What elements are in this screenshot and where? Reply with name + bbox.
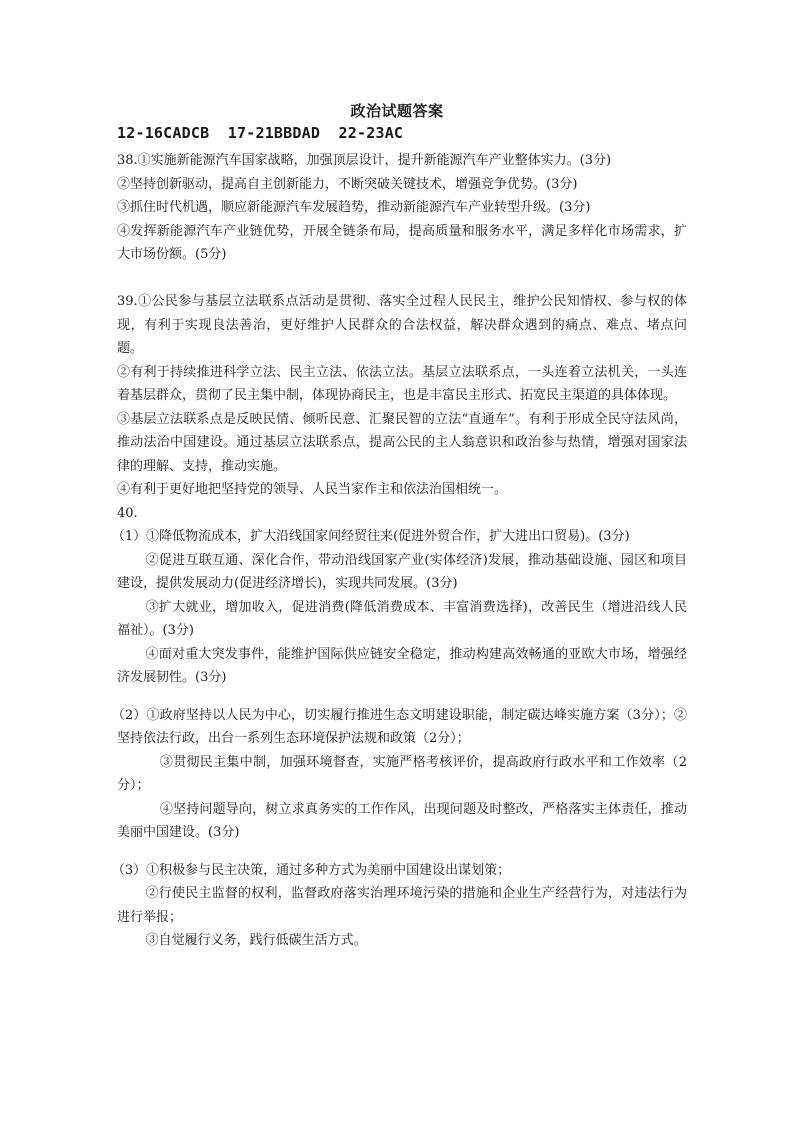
q39-point-1: 39.①公民参与基层立法联系点活动是贯彻、落实全过程人民民主，维护公民知情权、参与权的体现，有利于实现良法善治，更好维护人民群众的合法权益，解决群众遇到的痛点、难点、堵点问题。: [117, 294, 687, 356]
q40-part1-point-3: ③扩大就业，增加收入，促进消费(降低消费成本、丰富消费选择)，改善民生（增进沿线人民福祉）。(3分): [117, 599, 687, 638]
q38-point-2: ②坚持创新驱动，提高自主创新能力，不断突破关键技术，增强竞争优势。(3分): [117, 176, 578, 192]
q38-point-1: 38.①实施新能源汽车国家战略，加强顶层设计，提升新能源汽车产业整体实力。(3分): [117, 153, 612, 168]
q40-part2-point-3: ④坚持问题导向，树立求真务实的工作作风，出现问题及时整改，严格落实主体责任，推动美丽中国建设。(3分): [117, 801, 687, 840]
document-title: 政治试题答案: [350, 102, 444, 120]
q40-part-1: [111, 525, 687, 690]
q40-part1-point-2: ②促进互联互通、深化合作，带动沿线国家产业(实体经济)发展，推动基础设施、园区和项目建设，提供发展动力(促进经济增长)，实现共同发展。(3分): [117, 552, 687, 591]
question-39: [117, 290, 687, 502]
question-40: [111, 502, 687, 953]
q40-part1-point-1: （1）①降低物流成本，扩大沿线国家间经贸往来(促进外贸合作，扩大进出口贸易)。(3分): [111, 529, 630, 544]
q40-part3-point-2: ②行使民主监督的权利，监督政府落实治理环境污染的措施和企业生产经营行为，对违法行为进行举报；: [117, 886, 687, 925]
question-38: [117, 149, 687, 267]
q40-part-3: [111, 859, 687, 953]
q40-part1-point-4: ④面对重大突发事件，能维护国际供应链安全稳定，推动构建高效畅通的亚欧大市场，增强经济发展韧性。(3分): [117, 646, 687, 685]
multiple-choice-answers: 12-16CADCB 17-21BBDAD 22-23AC: [117, 124, 404, 142]
q40-part3-point-1: （3）①积极参与民主决策，通过多种方式为美丽中国建设出谋划策；: [111, 862, 511, 878]
q40-part2-point-1: （2）①政府坚持以人民为中心，切实履行推进生态文明建设职能，制定碳达峰实施方案（3分）；②坚持依法行政，出台一系列生态环境保护法规和政策（2分）；: [111, 707, 687, 746]
q39-point-4: ④有利于更好地把坚持党的领导、人民当家作主和依法治国相统一。: [117, 482, 508, 497]
q40-part2-point-2: ③贯彻民主集中制，加强环境督查，实施严格考核评价，提高政府行政水平和工作效率（2分）；: [117, 754, 687, 793]
q38-point-4: ④发挥新能源汽车产业链优势，开展全链条布局，提高质量和服务水平，满足多样化市场需求，扩大市场份额。(5分): [117, 223, 687, 262]
q39-point-2: ②有利于持续推进科学立法、民主立法、依法立法。基层立法联系点，一头连着立法机关，一头连着基层群众，贯彻了民主集中制，体现协商民主，也是丰富民主形式、拓宽民主渠道的具体体现。: [117, 364, 687, 403]
q40-part3-point-3: ③自觉履行义务，践行低碳生活方式。: [145, 933, 367, 948]
q39-point-3: ③基层立法联系点是反映民情、倾听民意、汇聚民智的立法“直通车”。有利于形成全民守法风尚，推动法治中国建设。通过基层立法联系点，提高公民的主人翁意识和政治参与热情，增强对国家法律的理解、支持，推动实施。: [117, 411, 687, 474]
q40-number: 40.: [117, 505, 138, 521]
q38-point-3: ③抓住时代机遇，顺应新能源汽车发展趋势，推动新能源汽车产业转型升级。(3分): [117, 200, 591, 215]
answer-body: [111, 149, 687, 953]
q40-part-2: [111, 704, 687, 845]
